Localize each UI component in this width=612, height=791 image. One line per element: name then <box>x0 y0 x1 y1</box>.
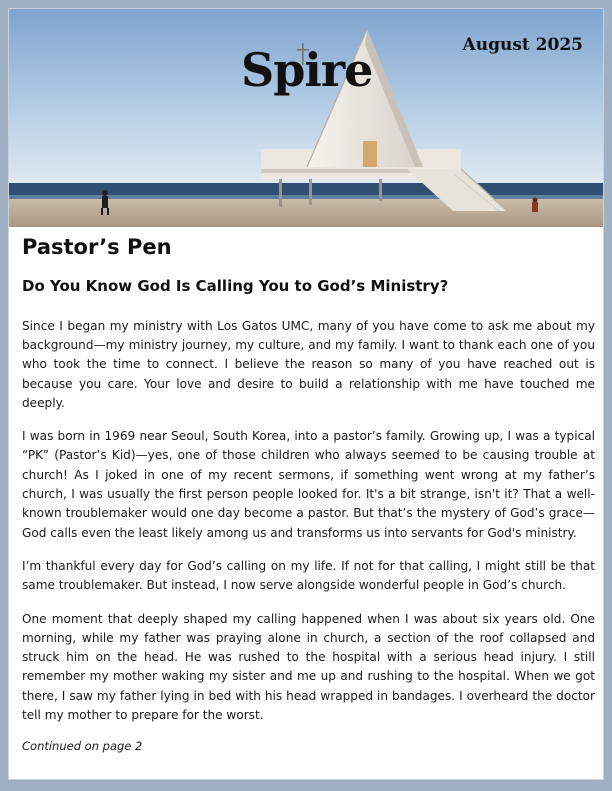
continued-note: Continued on page 2 <box>22 739 143 754</box>
article-headline: Do You Know God Is Calling You to God’s Ministry? <box>22 277 449 296</box>
paragraph: I was born in 1969 near Seoul, South Korea, into a pastor’s family. Growing up, I was a typical “PK” (Pastor’s Kid)—yes, one of those children who always seemed to be causing trouble at church! As I joked in one of my recent sermons, if something went wrong at my father’s church, I was usually the first person people looked for. It's a bit strange, isn't it? That a well-known troublemaker would one day become a pastor. But that’s the mystery of God’s grace—God calls even the least likely among us and transforms us into servants for God's ministry. <box>22 429 595 540</box>
paragraph: One moment that deeply shaped my calling happened when I was about six years old. One morning, while my father was praying alone in church, a section of the roof collapsed and struck him on the head. He was rushed to the hospital with a serious head injury. I still remember my mother waking my sister and me up and rushing to the hospital. When we got there, I saw my father lying in bed with his head wrapped in bandages. I overheard the doctor tell my mother to prepare for the worst. <box>22 611 595 723</box>
paragraph: Since I began my ministry with Los Gatos UMC, many of you have come to ask me about my background—my ministry journey, my culture, and my family. I want to thank each one of you who took the time to connect. I believe the reason so many of you have reached out is because you care. Your love and desire to build a relationship with me have touched me deeply. <box>22 318 595 410</box>
column-title: Pastor’s Pen <box>22 235 172 259</box>
newsletter-page <box>8 8 604 780</box>
header-banner <box>9 9 604 227</box>
article-body <box>22 235 595 753</box>
paragraph: I’m thankful every day for God’s calling on my life. If not for that calling, I might still be that same troublemaker. But instead, I now serve alongside wonderful people in God’s church. <box>22 558 595 593</box>
newsletter-title: Spire <box>241 43 373 97</box>
issue-date: August 2025 <box>462 35 583 55</box>
